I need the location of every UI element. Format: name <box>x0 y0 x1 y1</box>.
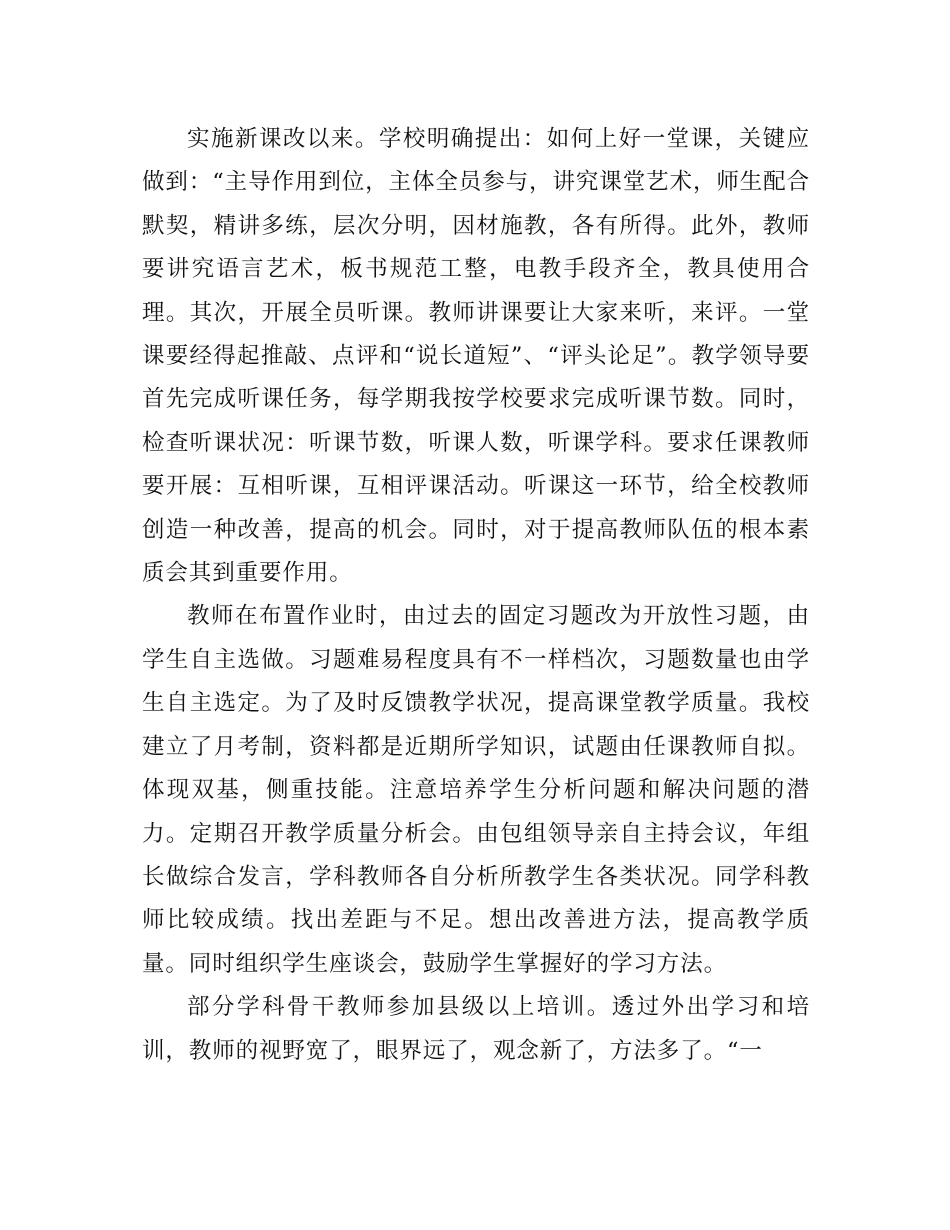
paragraph-homework-reform: 教师在布置作业时，由过去的固定习题改为开放性习题，由学生自主选做。习题难易程度具有不一样档次，习题数量也由学生自主选定。为了及时反馈教学状况，提高课堂教学质量。我校建立了月考制，资料都是近期所学知识，试题由任课教师自拟。体现双基，侧重技能。注意培养学生分析问题和解决问题的潜力。定期召开教学质量分析会。由包组领导亲自主持会议，年组长做综合发言，学科教师各自分析所教学生各类状况。同学科教师比较成绩。找出差距与不足。想出改善进方法，提高教学质量。同时组织学生座谈会，鼓励学生掌握好的学习方法。 <box>142 603 810 977</box>
document-body <box>142 118 810 1073</box>
paragraph-new-curriculum: 实施新课改以来。学校明确提出：如何上好一堂课，关键应做到：“主导作用到位，主体全员参与，讲究课堂艺术，师生配合默契，精讲多练，层次分明，因材施教，各有所得。此外，教师要讲究语言艺术，板书规范工整，电教手段齐全，教具使用合理。其次，开展全员听课。教师讲课要让大家来听，来评。一堂课要经得起推敲、点评和“说长道短”、“评头论足”。教学领导要首先完成听课任务，每学期我按学校要求完成听课节数。同时，检查听课状况：听课节数，听课人数，听课学科。要求任课教师要开展：互相听课，互相评课活动。听课这一环节，给全校教师创造一种改善，提高的机会。同时，对于提高教师队伍的根本素质会其到重要作用。 <box>142 126 810 587</box>
paragraph-teacher-training: 部分学科骨干教师参加县级以上培训。透过外出学习和培训，教师的视野宽了，眼界远了，观念新了，方法多了。“一 <box>142 994 810 1064</box>
